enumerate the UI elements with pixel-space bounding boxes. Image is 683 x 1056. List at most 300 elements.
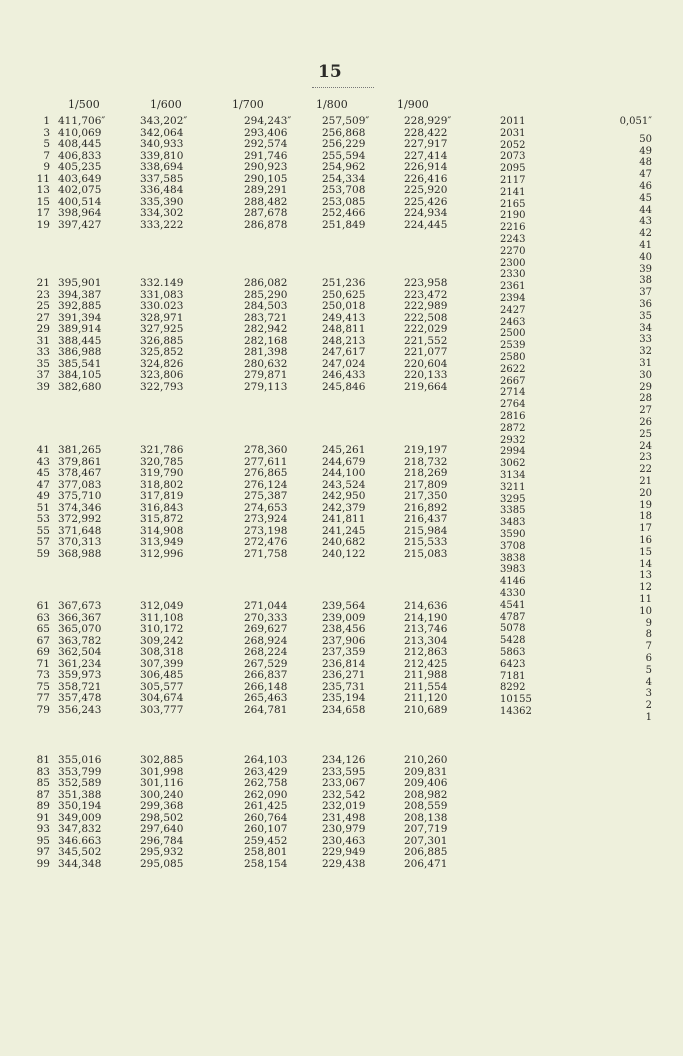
table-cell: 240,682 — [322, 536, 366, 548]
table-cell: 306,485 — [140, 669, 184, 681]
table-cell: 260,764 — [244, 811, 288, 824]
table-cell: 266,148 — [244, 680, 288, 693]
side-left-value: 2872 — [500, 422, 526, 434]
table-cell: 223,472 — [404, 288, 448, 301]
table-cell: 235,194 — [322, 692, 366, 704]
side-left-value: 2165 — [500, 198, 526, 210]
side-left-value: 3295 — [500, 493, 526, 505]
table-cell: 358,721 — [58, 680, 102, 693]
side-right-value: 28 — [639, 393, 652, 405]
table-cell: 258,154 — [244, 857, 288, 870]
table-cell: 370,313 — [58, 536, 102, 548]
table-cell: 290,923 — [244, 161, 288, 173]
row-number: 71 — [36, 657, 50, 670]
table-cell: 301,998 — [140, 765, 184, 778]
row-number: 91 — [36, 811, 50, 824]
table-cell: 242,379 — [322, 501, 366, 514]
side-right-value: 42 — [639, 228, 652, 240]
table-cell: 394,387 — [58, 288, 102, 301]
table-cell: 222,029 — [404, 323, 448, 335]
side-right-value: 1 — [645, 711, 652, 723]
table-cell: 377,083 — [58, 478, 102, 491]
table-cell: 319,790 — [140, 467, 184, 479]
table-cell: 239,009 — [322, 611, 366, 624]
side-left-value: 2216 — [500, 222, 526, 234]
side-right-value: 39 — [639, 263, 652, 275]
side-right-value: 26 — [639, 416, 652, 428]
side-left-value: 4787 — [500, 611, 526, 623]
row-number: 89 — [36, 800, 50, 812]
side-left-value: 2764 — [500, 399, 526, 411]
side-left-value: 3983 — [500, 564, 526, 576]
side-right-value: 44 — [639, 204, 652, 216]
table-cell: 295,085 — [140, 857, 184, 870]
side-right-value: 47 — [639, 169, 652, 181]
table-cell: 309,242 — [140, 634, 184, 647]
table-cell: 293,406 — [244, 126, 288, 139]
side-left-value: 2031 — [500, 127, 526, 139]
table-cell: 268,924 — [244, 634, 288, 647]
table-cell: 211,988 — [404, 669, 448, 681]
table-cell: 221,077 — [404, 346, 448, 358]
table-cell: 257,509″ — [322, 115, 370, 127]
table-row — [0, 847, 480, 859]
table-row — [0, 755, 480, 767]
table-row — [0, 370, 480, 382]
side-right-value: 18 — [639, 511, 652, 523]
table-cell: 240,122 — [322, 547, 366, 560]
table-cell: 366,367 — [58, 611, 102, 624]
side-left-value: 2243 — [500, 234, 526, 245]
table-cell: 236,271 — [322, 669, 366, 681]
table-cell: 297,640 — [140, 823, 184, 835]
side-right-value: 15 — [639, 546, 652, 558]
row-number: 95 — [36, 834, 50, 847]
side-left-value: 5428 — [500, 635, 526, 647]
side-right-value: 34 — [639, 322, 652, 334]
table-cell: 239,564 — [322, 600, 366, 612]
table-cell: 248,213 — [322, 334, 366, 347]
row-number: 75 — [36, 680, 50, 693]
table-cell: 264,103 — [244, 754, 288, 766]
table-cell: 210,260 — [404, 754, 448, 766]
side-left-value: 2463 — [500, 316, 526, 328]
side-right-value: 17 — [639, 523, 652, 535]
table-cell: 235,731 — [322, 680, 366, 693]
side-right-value: 12 — [639, 582, 652, 594]
row-number: 21 — [36, 277, 50, 289]
table-cell: 384,105 — [58, 369, 102, 381]
row-number: 51 — [36, 501, 50, 514]
table-cell: 332.149 — [140, 277, 184, 289]
table-cell: 215,533 — [404, 536, 448, 548]
table-cell: 244,679 — [322, 455, 366, 468]
side-right-value: 20 — [639, 487, 652, 499]
side-right-value: 30 — [639, 369, 652, 381]
table-cell: 234,658 — [322, 703, 366, 716]
table-row — [0, 208, 480, 220]
table-cell: 323,806 — [140, 369, 184, 381]
table-cell: 222,989 — [404, 300, 448, 312]
side-right-value: 14 — [639, 558, 652, 570]
side-left-value: 2330 — [500, 269, 526, 281]
table-cell: 218,732 — [404, 455, 448, 468]
table-cell: 325,852 — [140, 346, 184, 358]
side-left-value: 2427 — [500, 304, 526, 316]
row-number: 27 — [36, 311, 50, 324]
side-left-value: 2394 — [500, 293, 526, 304]
table-cell: 265,463 — [244, 692, 288, 704]
table-row — [0, 549, 480, 561]
table-cell: 405,235 — [58, 161, 102, 173]
table-cell: 277,611 — [244, 455, 288, 468]
row-group — [0, 116, 480, 231]
page-number: 15 — [318, 62, 342, 82]
table-row — [0, 670, 480, 682]
table-cell: 362,504 — [58, 646, 102, 658]
column-header-1-800: 1/800 — [316, 98, 348, 111]
table-cell: 291,746 — [244, 149, 288, 162]
table-cell: 285,290 — [244, 288, 288, 301]
side-left-value: 2667 — [500, 375, 526, 387]
table-cell: 230,979 — [322, 823, 366, 835]
table-cell: 289,291 — [244, 184, 288, 196]
table-cell: 269,627 — [244, 623, 288, 635]
table-cell: 271,044 — [244, 600, 288, 612]
side-right-value: 31 — [639, 357, 652, 369]
table-row — [0, 514, 480, 526]
side-right-value: 0,051″ — [619, 116, 652, 127]
table-cell: 250,625 — [322, 288, 366, 301]
side-right-value: 41 — [639, 239, 652, 251]
table-cell: 260,107 — [244, 823, 288, 835]
table-cell: 381,265 — [58, 444, 102, 456]
table-cell: 229,438 — [322, 857, 366, 870]
table-row — [0, 324, 480, 336]
row-number: 9 — [43, 161, 50, 173]
table-cell: 251,236 — [322, 277, 366, 289]
table-cell: 273,924 — [244, 513, 288, 525]
table-cell: 386,988 — [58, 346, 102, 358]
table-cell: 220,604 — [404, 357, 448, 370]
table-cell: 382,680 — [58, 380, 102, 393]
side-left-value: 2816 — [500, 411, 526, 422]
table-cell: 385,541 — [58, 357, 102, 370]
table-cell: 262,758 — [244, 777, 288, 789]
table-cell: 292,574 — [244, 138, 288, 150]
table-cell: 299,368 — [140, 800, 184, 812]
side-left-value: 2580 — [500, 352, 526, 363]
table-cell: 363,782 — [58, 634, 102, 647]
side-right-value: 40 — [639, 251, 652, 263]
table-cell: 403,649 — [58, 172, 102, 185]
table-cell: 286,878 — [244, 218, 288, 231]
table-cell: 397,427 — [58, 218, 102, 231]
table-cell: 264,781 — [244, 703, 288, 716]
table-cell: 232,542 — [322, 788, 366, 801]
table-cell: 391,394 — [58, 311, 102, 324]
side-right-value: 8 — [645, 629, 652, 641]
side-left-value: 7181 — [500, 670, 526, 682]
side-left-value: 2011 — [500, 116, 526, 127]
table-cell: 301,116 — [140, 777, 184, 789]
table-cell: 307,399 — [140, 657, 184, 670]
table-cell: 389,914 — [58, 323, 102, 335]
table-cell: 410,069 — [58, 126, 102, 139]
table-cell: 221,552 — [404, 334, 448, 347]
row-number: 85 — [36, 777, 50, 789]
row-number: 69 — [36, 646, 50, 658]
table-cell: 261,425 — [244, 800, 288, 812]
table-cell: 263,429 — [244, 765, 288, 778]
table-cell: 217,350 — [404, 490, 448, 502]
table-cell: 322,793 — [140, 380, 184, 393]
table-cell: 219,664 — [404, 380, 448, 393]
table-cell: 365,070 — [58, 623, 102, 635]
row-number: 33 — [36, 346, 50, 358]
table-cell: 411,706″ — [58, 115, 106, 127]
row-group — [0, 445, 480, 560]
table-row — [0, 693, 480, 705]
table-cell: 208,559 — [404, 800, 448, 812]
table-cell: 336,484 — [140, 184, 184, 196]
table-cell: 400,514 — [58, 195, 102, 208]
table-cell: 321,786 — [140, 444, 184, 456]
table-cell: 333,222 — [140, 218, 184, 231]
header-divider — [312, 87, 374, 88]
table-cell: 355,016 — [58, 754, 102, 766]
table-cell: 256,229 — [322, 138, 366, 150]
table-cell: 209,831 — [404, 765, 448, 778]
table-cell: 250,018 — [322, 300, 366, 312]
table-cell: 398,964 — [58, 207, 102, 219]
side-right-value: 25 — [639, 428, 652, 440]
table-cell: 233,067 — [322, 777, 366, 789]
column-header-1-500: 1/500 — [68, 98, 100, 111]
side-right-value: 33 — [639, 334, 652, 346]
table-cell: 247,617 — [322, 346, 366, 358]
table-cell: 338,694 — [140, 161, 184, 173]
table-cell: 209,406 — [404, 777, 448, 789]
table-cell: 328,971 — [140, 311, 184, 324]
table-cell: 349,009 — [58, 811, 102, 824]
side-left-value: 5863 — [500, 647, 526, 658]
row-group — [0, 278, 480, 393]
table-cell: 253,708 — [322, 184, 366, 196]
side-left-value: 2994 — [500, 446, 526, 458]
row-number: 81 — [36, 754, 50, 766]
table-cell: 317,819 — [140, 490, 184, 502]
table-row — [0, 139, 480, 151]
table-cell: 234,126 — [322, 754, 366, 766]
table-row — [0, 705, 480, 717]
table-cell: 302,885 — [140, 754, 184, 766]
table-cell: 274,653 — [244, 501, 288, 514]
table-cell: 273,198 — [244, 524, 288, 537]
table-cell: 326,885 — [140, 334, 184, 347]
table-cell: 227,414 — [404, 149, 448, 162]
table-cell: 352,589 — [58, 777, 102, 789]
table-cell: 233,595 — [322, 765, 366, 778]
table-cell: 311,108 — [140, 611, 184, 624]
row-number: 87 — [36, 788, 50, 801]
table-row — [0, 220, 480, 232]
table-cell: 208,138 — [404, 811, 448, 824]
table-cell: 237,359 — [322, 646, 366, 658]
row-number: 31 — [36, 334, 50, 347]
table-row — [0, 647, 480, 659]
side-right-value: 7 — [645, 641, 652, 653]
table-row — [0, 778, 480, 790]
table-cell: 290,105 — [244, 172, 288, 185]
side-right-value: 50 — [639, 133, 652, 145]
table-row — [0, 301, 480, 313]
side-left-value: 2622 — [500, 363, 526, 375]
table-cell: 251,849 — [322, 218, 366, 231]
table-cell: 248,811 — [322, 323, 366, 335]
table-row — [0, 601, 480, 613]
table-cell: 378,467 — [58, 467, 102, 479]
row-number: 19 — [36, 218, 50, 231]
side-left-value: 5078 — [500, 623, 526, 635]
table-row — [0, 347, 480, 359]
row-number: 93 — [36, 823, 50, 835]
table-cell: 206,885 — [404, 846, 448, 858]
table-cell: 225,920 — [404, 184, 448, 196]
side-left-value: 2300 — [500, 257, 526, 269]
row-number: 15 — [36, 195, 50, 208]
side-right-value: 36 — [639, 298, 652, 310]
table-cell: 246,433 — [322, 369, 366, 381]
table-cell: 368,988 — [58, 547, 102, 560]
table-cell: 276,124 — [244, 478, 288, 491]
table-cell: 226,914 — [404, 161, 448, 173]
table-cell: 228,422 — [404, 126, 448, 139]
table-cell: 284,503 — [244, 300, 288, 312]
row-number: 17 — [36, 207, 50, 219]
side-left-value: 2052 — [500, 139, 526, 151]
table-cell: 288,482 — [244, 195, 288, 208]
table-cell: 207,719 — [404, 823, 448, 835]
table-cell: 213,304 — [404, 634, 448, 647]
table-cell: 252,466 — [322, 207, 366, 219]
side-right-value: 48 — [639, 157, 652, 169]
table-cell: 340,933 — [140, 138, 184, 150]
side-left-value: 3062 — [500, 458, 526, 470]
side-right-value: 4 — [645, 676, 652, 688]
table-row — [0, 116, 480, 128]
table-cell: 271,758 — [244, 547, 288, 560]
table-row — [0, 468, 480, 480]
table-cell: 402,075 — [58, 184, 102, 196]
side-left-value: 2117 — [500, 175, 526, 186]
side-left-value: 4541 — [500, 599, 526, 611]
table-cell: 224,445 — [404, 218, 448, 231]
table-cell: 318,802 — [140, 478, 184, 491]
side-left-value: 4146 — [500, 576, 526, 588]
table-cell: 294,243″ — [244, 115, 292, 127]
table-cell: 339,810 — [140, 149, 184, 162]
table-cell: 337,585 — [140, 172, 184, 185]
row-number: 43 — [36, 455, 50, 468]
table-cell: 287,678 — [244, 207, 288, 219]
side-right-value: 43 — [639, 216, 652, 228]
table-cell: 295,932 — [140, 846, 184, 858]
side-left-value: 2095 — [500, 163, 526, 175]
table-cell: 256,868 — [322, 126, 366, 139]
table-cell: 310,172 — [140, 623, 184, 635]
row-number: 83 — [36, 765, 50, 778]
table-row — [0, 162, 480, 174]
table-cell: 351,388 — [58, 788, 102, 801]
side-left-value: 14362 — [500, 706, 532, 717]
table-cell: 215,984 — [404, 524, 448, 537]
table-cell: 241,811 — [322, 513, 366, 525]
table-cell: 249,413 — [322, 311, 366, 324]
side-left-value: 2500 — [500, 328, 526, 340]
side-left-value: 3708 — [500, 540, 526, 552]
table-cell: 228,929″ — [404, 115, 452, 127]
table-cell: 335,390 — [140, 195, 184, 208]
side-right-value: 24 — [639, 440, 652, 452]
side-right-value: 32 — [639, 346, 652, 358]
row-number: 41 — [36, 444, 50, 456]
row-number: 47 — [36, 478, 50, 491]
row-number: 73 — [36, 669, 50, 681]
table-cell: 212,863 — [404, 646, 448, 658]
side-right-value: 9 — [645, 617, 652, 629]
side-right-value: 16 — [639, 534, 652, 546]
side-left-value: 6423 — [500, 658, 526, 670]
table-cell: 208,982 — [404, 788, 448, 801]
side-left-value: 4330 — [500, 588, 526, 599]
row-group — [0, 601, 480, 716]
side-left-value: 3483 — [500, 517, 526, 529]
row-number: 59 — [36, 547, 50, 560]
table-cell: 342,064 — [140, 126, 184, 139]
table-cell: 220,133 — [404, 369, 448, 381]
table-cell: 334,302 — [140, 207, 184, 219]
table-cell: 214,190 — [404, 611, 448, 624]
table-cell: 344,348 — [58, 857, 102, 870]
table-cell: 392,885 — [58, 300, 102, 312]
table-cell: 281,398 — [244, 346, 288, 358]
table-cell: 238,456 — [322, 623, 366, 635]
table-row — [0, 624, 480, 636]
side-right-value: 19 — [639, 499, 652, 511]
row-number: 53 — [36, 513, 50, 525]
row-number: 13 — [36, 184, 50, 196]
table-cell: 227,917 — [404, 138, 448, 150]
table-cell: 316,843 — [140, 501, 184, 514]
row-number: 49 — [36, 490, 50, 502]
table-cell: 353,799 — [58, 765, 102, 778]
side-right-value: 2 — [645, 700, 652, 712]
table-cell: 237,906 — [322, 634, 366, 647]
table-cell: 212,425 — [404, 657, 448, 670]
side-left-value: 2073 — [500, 151, 526, 163]
table-row — [0, 491, 480, 503]
table-cell: 361,234 — [58, 657, 102, 670]
table-cell: 388,445 — [58, 334, 102, 347]
row-number: 3 — [43, 126, 50, 139]
table-row — [0, 801, 480, 813]
table-row — [0, 537, 480, 549]
side-right-value: 29 — [639, 381, 652, 393]
table-cell: 213,746 — [404, 623, 448, 635]
table-cell: 304,674 — [140, 692, 184, 704]
row-number: 97 — [36, 846, 50, 858]
